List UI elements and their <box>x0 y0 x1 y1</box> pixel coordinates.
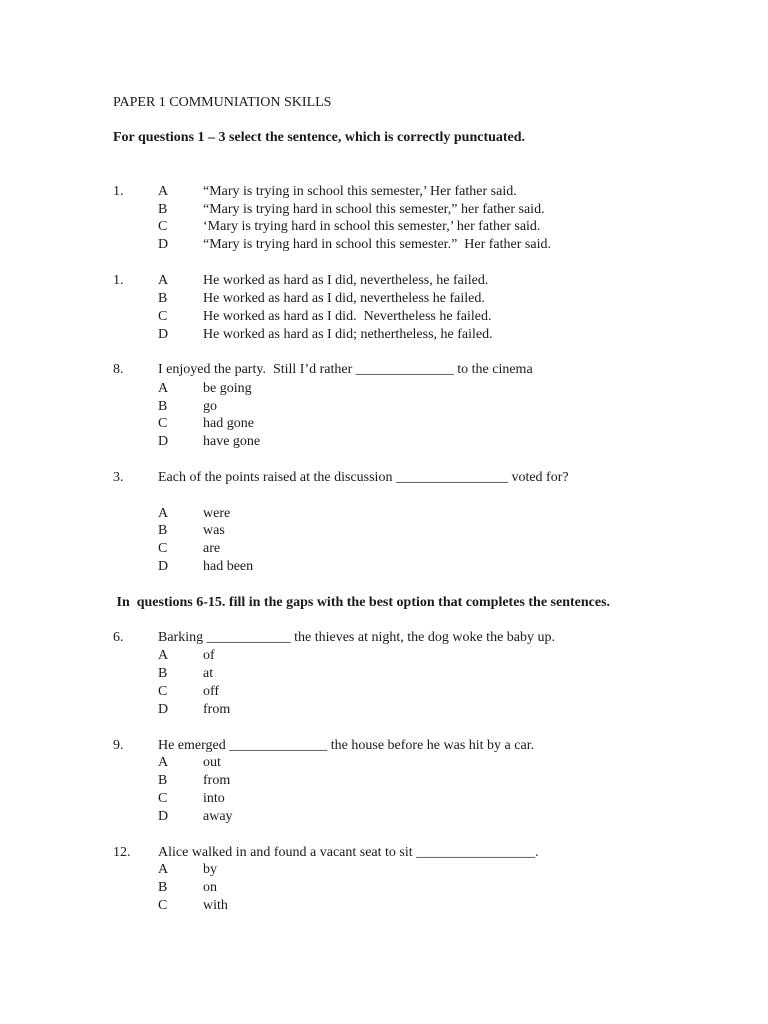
option-letter: D <box>158 702 169 717</box>
option-letter: D <box>158 237 169 252</box>
option-text: on <box>203 880 217 895</box>
option-text: from <box>203 702 231 717</box>
option-letter: A <box>158 381 169 396</box>
option-text: was <box>203 523 225 538</box>
question-number: 8. <box>113 362 124 377</box>
option-text: He worked as hard as I did, nevertheless, he failed. <box>203 273 489 288</box>
option-text: ‘Mary is trying hard in school this semester,’ her father said. <box>203 219 541 234</box>
question-prompt: Barking ____________ the thieves at night, the dog woke the baby up. <box>158 630 555 645</box>
option-text: He worked as hard as I did. Nevertheless he failed. <box>203 309 492 324</box>
option-letter: C <box>158 684 168 699</box>
option-text: be going <box>203 381 252 396</box>
question-number: 6. <box>113 630 124 645</box>
option-letter: C <box>158 416 168 431</box>
option-text: “Mary is trying hard in school this semester,” her father said. <box>203 202 545 217</box>
option-letter: D <box>158 809 169 824</box>
option-letter: C <box>158 791 168 806</box>
option-letter: D <box>158 327 169 342</box>
option-text: off <box>203 684 220 699</box>
option-letter: A <box>158 506 169 521</box>
option-text: away <box>203 809 233 824</box>
option-letter: A <box>158 184 169 199</box>
option-letter: B <box>158 291 168 306</box>
option-text: by <box>203 862 217 877</box>
option-letter: C <box>158 541 168 556</box>
paper-title: PAPER 1 COMMUNIATION SKILLS <box>113 95 332 110</box>
option-text: go <box>203 399 217 414</box>
option-text: with <box>203 898 228 913</box>
question-prompt: Alice walked in and found a vacant seat to sit _________________. <box>158 845 539 860</box>
option-text: of <box>203 648 215 663</box>
option-text: are <box>203 541 221 556</box>
option-letter: A <box>158 755 169 770</box>
option-text: have gone <box>203 434 261 449</box>
option-letter: D <box>158 559 169 574</box>
option-text: were <box>203 506 231 521</box>
question-prompt: Each of the points raised at the discussion ________________ voted for? <box>158 470 569 485</box>
option-letter: B <box>158 773 168 788</box>
question-prompt: I enjoyed the party. Still I’d rather ______________ to the cinema <box>158 362 533 377</box>
instruction-punctuation: For questions 1 – 3 select the sentence, which is correctly punctuated. <box>113 130 526 145</box>
option-letter: C <box>158 219 168 234</box>
option-letter: C <box>158 309 168 324</box>
option-text: “Mary is trying hard in school this semester.” Her father said. <box>203 237 551 252</box>
option-text: had been <box>203 559 254 574</box>
option-text: He worked as hard as I did, nevertheless he failed. <box>203 291 485 306</box>
option-letter: A <box>158 273 169 288</box>
question-number: 3. <box>113 470 124 485</box>
option-text: “Mary is trying in school this semester,’ Her father said. <box>203 184 517 199</box>
option-letter: B <box>158 399 168 414</box>
question-prompt: He emerged ______________ the house before he was hit by a car. <box>158 738 535 753</box>
option-text: from <box>203 773 231 788</box>
question-number: 1. <box>113 184 124 199</box>
question-number: 1. <box>113 273 124 288</box>
option-letter: A <box>158 648 169 663</box>
option-text: He worked as hard as I did; nethertheless, he failed. <box>203 327 493 342</box>
option-text: out <box>203 755 221 770</box>
question-number: 9. <box>113 738 124 753</box>
option-letter: D <box>158 434 169 449</box>
option-letter: B <box>158 666 168 681</box>
option-text: had gone <box>203 416 254 431</box>
option-text: into <box>203 791 225 806</box>
option-letter: B <box>158 880 168 895</box>
option-text: at <box>203 666 214 681</box>
option-letter: B <box>158 202 168 217</box>
option-letter: B <box>158 523 168 538</box>
instruction-fill-gaps: In questions 6-15. fill in the gaps with the best option that completes the sentences. <box>113 595 611 610</box>
option-letter: A <box>158 862 169 877</box>
question-number: 12. <box>113 845 131 860</box>
option-letter: C <box>158 898 168 913</box>
